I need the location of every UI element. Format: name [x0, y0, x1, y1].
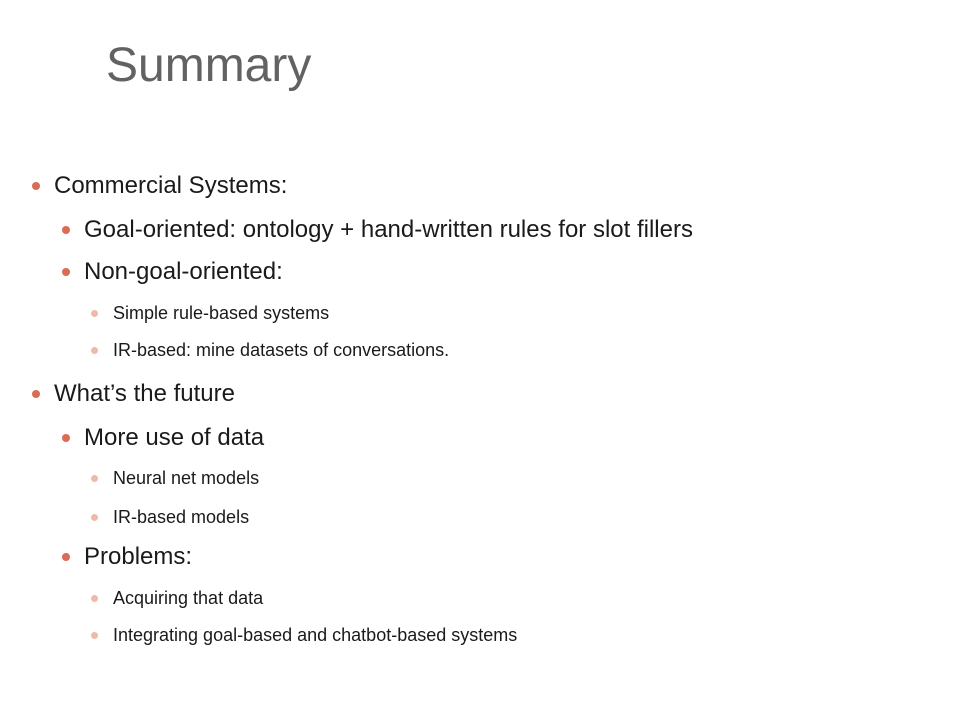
- bullet-text: What’s the future: [54, 380, 235, 407]
- bullet-dot-icon: [62, 553, 70, 561]
- bullet-text: IR-based models: [113, 507, 250, 527]
- bullet-text: Integrating goal-based and chatbot-based systems: [113, 625, 518, 645]
- bullet-text: More use of data: [84, 424, 265, 451]
- bullet-text: Simple rule-based systems: [113, 303, 330, 323]
- bullet-text: Non-goal-oriented:: [84, 258, 283, 285]
- bullet-dot-icon: [62, 268, 70, 276]
- bullet-text: Commercial Systems:: [54, 172, 288, 199]
- bullet-dot-icon: [91, 310, 98, 317]
- bullet-dot-icon: [91, 595, 98, 602]
- bullet-dot-icon: [91, 475, 98, 482]
- bullet-text: Goal-oriented: ontology + hand-written rules for slot fillers: [84, 216, 693, 243]
- bullet-text: Neural net models: [113, 468, 260, 488]
- bullet-dot-icon: [91, 514, 98, 521]
- bullet-dot-icon: [91, 347, 98, 354]
- bullet-dot-icon: [91, 632, 98, 639]
- bullet-text: Acquiring that data: [113, 588, 264, 608]
- bullet-text: Problems:: [84, 543, 193, 570]
- bullet-dot-icon: [32, 182, 40, 190]
- bullet-dot-icon: [32, 390, 40, 398]
- bullet-dot-icon: [62, 434, 70, 442]
- bullet-text: IR-based: mine datasets of conversations.: [113, 340, 450, 360]
- bullet-dot-icon: [62, 226, 70, 234]
- slide-title: Summary: [106, 39, 312, 92]
